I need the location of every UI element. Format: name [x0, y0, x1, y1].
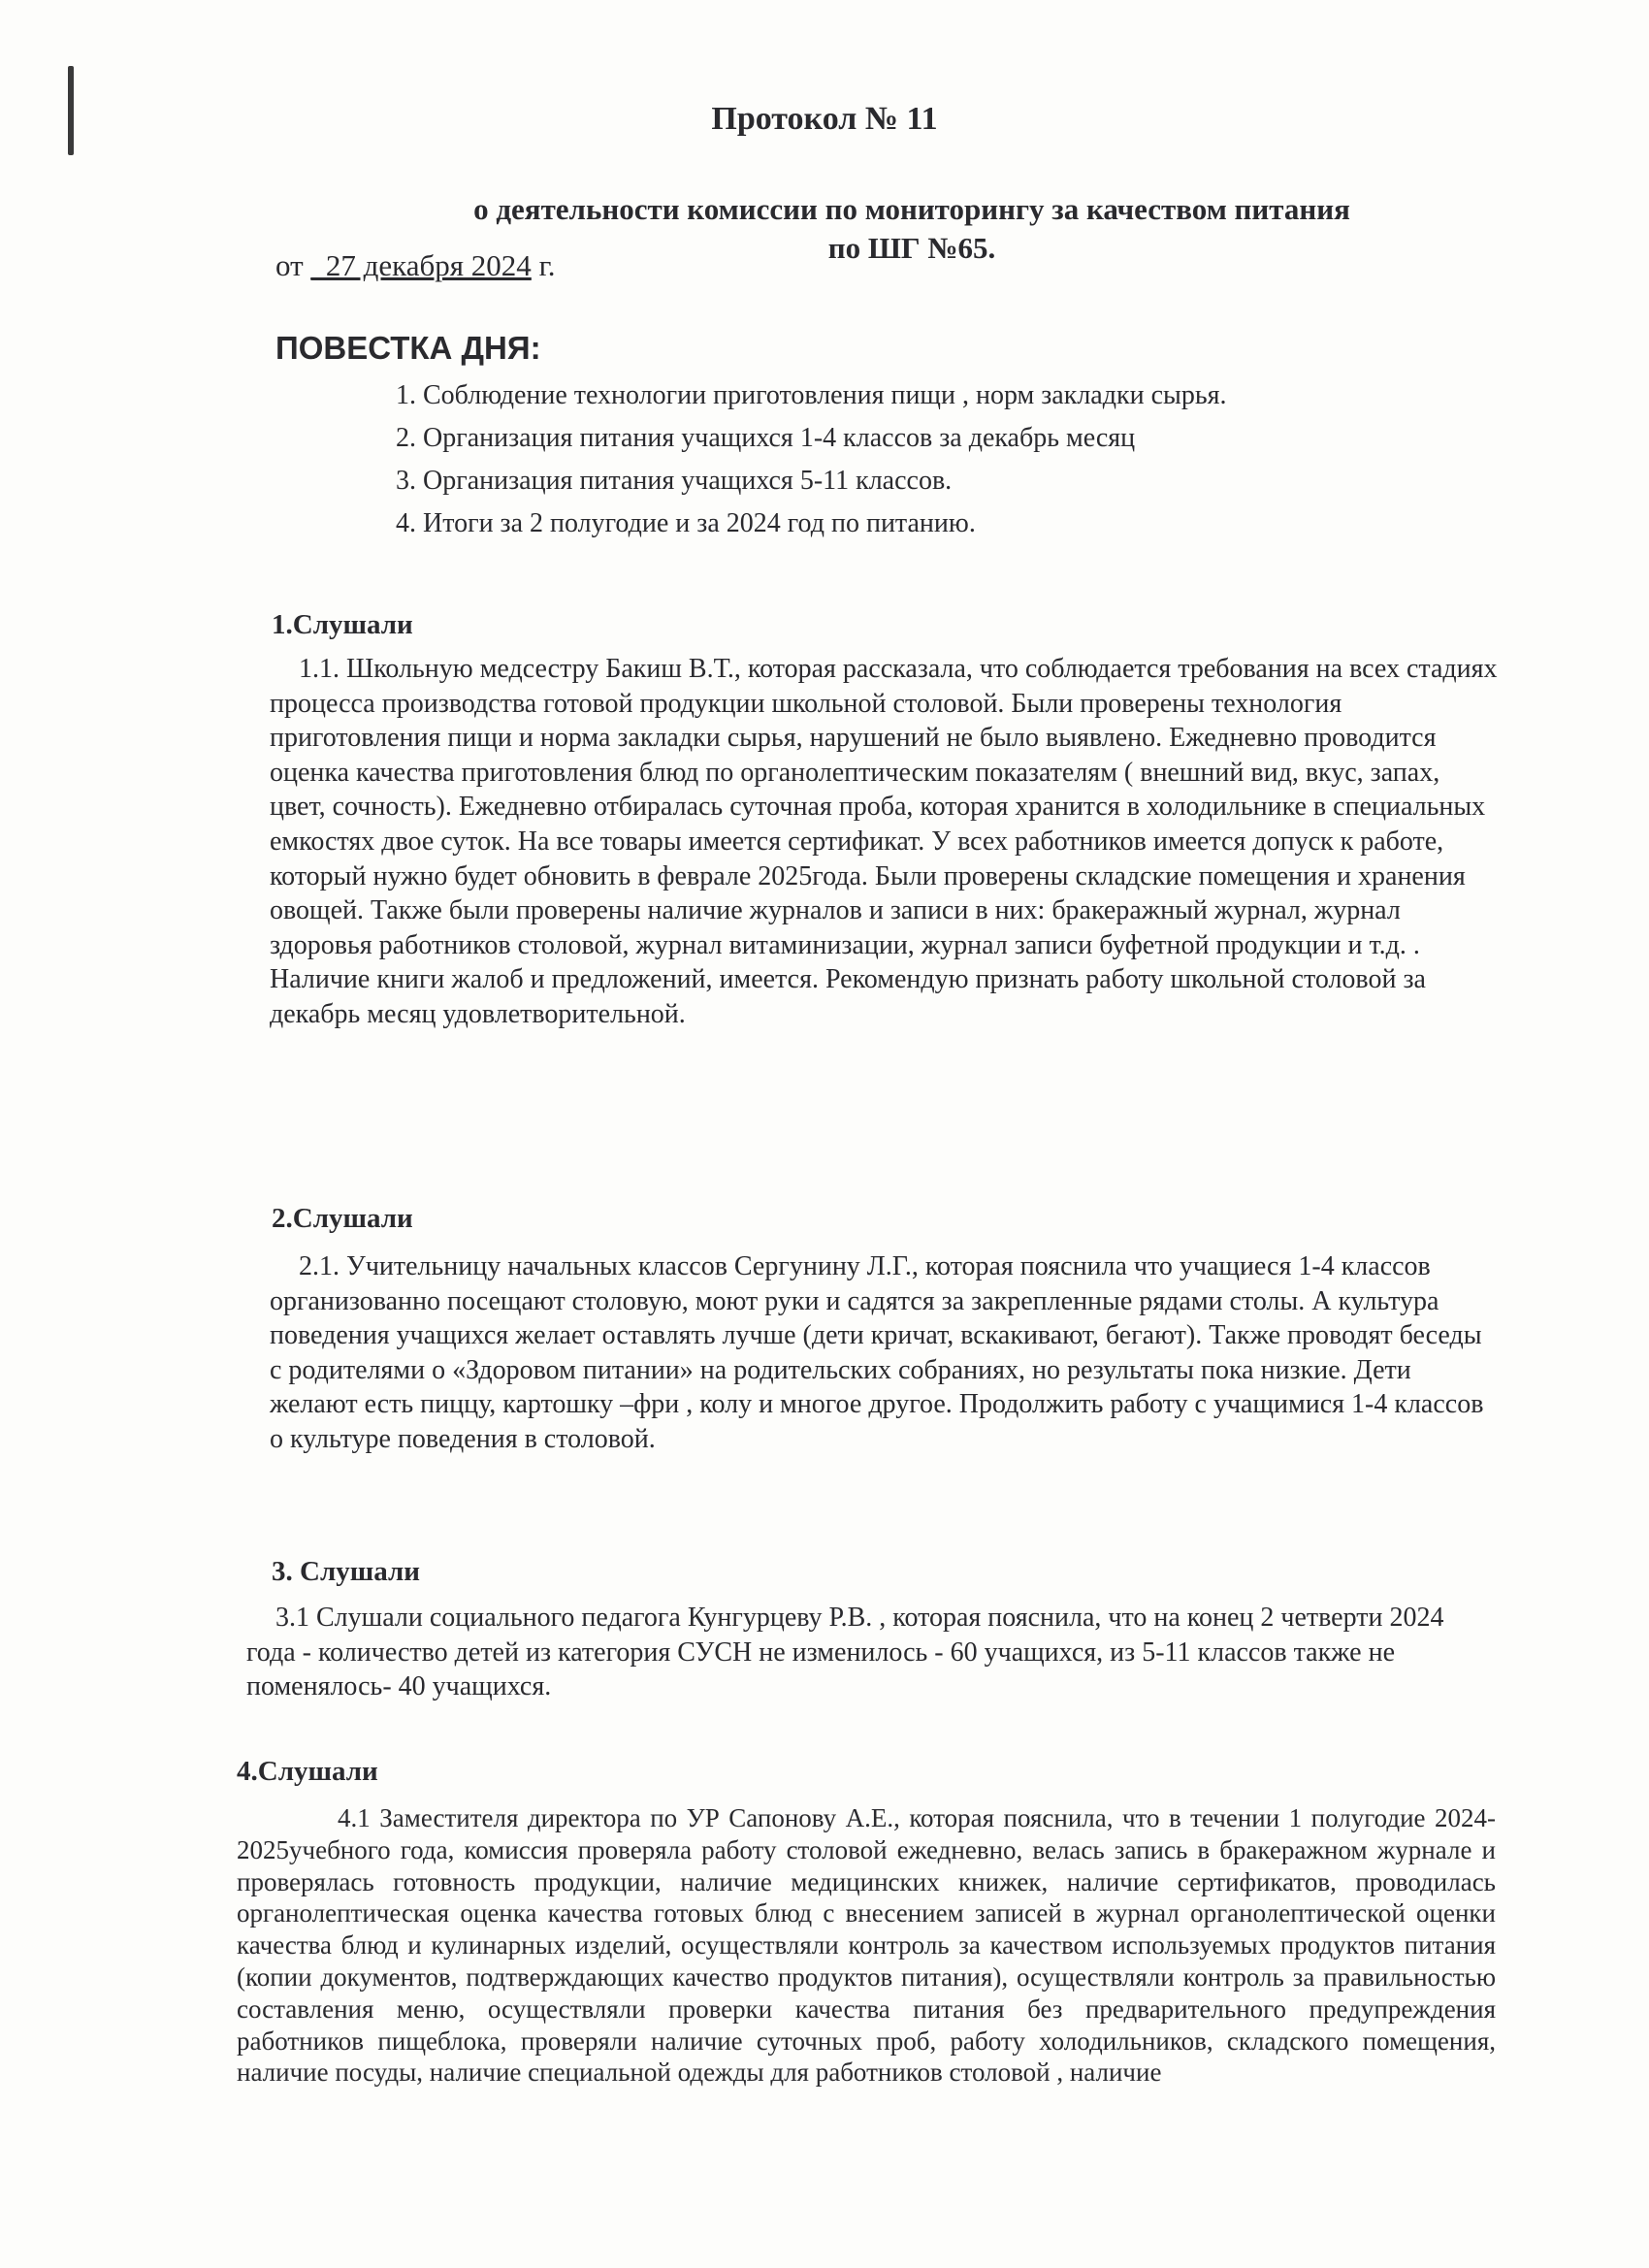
section-2-body	[270, 1249, 1500, 1457]
protocol-date	[275, 248, 556, 283]
section-3-body	[246, 1601, 1498, 1704]
section-2-heading: 2.Слушали	[272, 1203, 413, 1234]
section-1-body	[270, 652, 1500, 1032]
section-4-body	[237, 1802, 1496, 2089]
page-title: Протокол № 11	[711, 101, 938, 137]
section-4-heading: 4.Слушали	[237, 1756, 378, 1787]
agenda-item: 3. Организация питания учащихся 5-11 классов.	[396, 466, 953, 496]
subtitle-line-2: по ШГ №65.	[827, 231, 996, 265]
section-1-heading: 1.Слушали	[272, 609, 413, 640]
section-1-text: 1.1. Школьную медсестру Бакиш В.Т., которая рассказала, что соблюдается требования на всех стадиях процесса производства готовой продукции школьной столовой. Были проверены технология приготовления пищи и норма закладки сырья, нарушений не было выявлено. Ежедневно проводится оценка качества приготовления блюд по органолептическим показателям ( внешний вид, вкус, запах, цвет, сочность). Ежедневно отбиралась суточная проба, которая хранится в холодильнике в специальных емкостях двое суток. На все товары имеется сертификат. У всех работников имеется допуск к работе, который нужно будет обновить в феврале 2025года. Были проверены складские помещения и хранения овощей. Также были проверены наличие журналов и записи в них: бракеражный журнал, журнал здоровья работников столовой, журнал витаминизации, журнал записи буфетной продукции и т.д. . Наличие книги жалоб и предложений, имеется. Рекомендую признать работу школьной столовой за декабрь месяц удовлетворительной.	[270, 654, 1498, 1029]
section-3-text: 3.1 Слушали социального педагога Кунгурцеву Р.В. , которая пояснила, что на конец 2 четверти 2024 года - количество детей из категория СУСН не изменилось - 60 учащихся, из 5-11 классов также не поменялось- 40 учащихся.	[246, 1603, 1444, 1702]
date-prefix: от	[275, 248, 311, 282]
subtitle-line-1: о деятельности комиссии по мониторингу за качеством питания	[473, 192, 1350, 226]
section-2-text: 2.1. Учительницу начальных классов Сергунину Л.Г., которая пояснила что учащиеся 1-4 классов организованно посещают столовую, моют руки и садятся за закрепленные рядами столы. А культура поведения учащихся желает оставлять лучше (дети кричат, вскакивают, бегают). Также проводят беседы с родителями о «Здоровом питании» на родительских собраниях, но результаты пока низкие. Дети желают есть пиццу, картошку –фри , колу и многое другое. Продолжить работу с учащимися 1-4 классов о культуре поведения в столовой.	[270, 1251, 1484, 1454]
agenda-heading: ПОВЕСТКА ДНЯ:	[275, 330, 541, 366]
date-value: _27 декабря 2024	[310, 248, 532, 282]
agenda-item: 4. Итоги за 2 полугодие и за 2024 год по питанию.	[396, 508, 976, 538]
date-suffix: г.	[531, 248, 556, 282]
section-3-heading: 3. Слушали	[272, 1556, 420, 1587]
agenda-item: 2. Организация питания учащихся 1-4 классов за декабрь месяц	[396, 423, 1136, 453]
agenda-list	[396, 374, 1521, 545]
agenda-item: 1. Соблюдение технологии приготовления пищи , норм закладки сырья.	[396, 380, 1227, 410]
section-4-text: 4.1 Заместителя директора по УР Сапонову А.Е., которая пояснила, что в течении 1 полугодие 2024-2025учебного года, комиссия проверяла работу столовой ежедневно, велась запись в бракеражном журнале и проверялась готовность продукции, наличие медицинских книжек, наличие сертификатов, проводилась органолептическая оценка качества готовых блюд с внесением записей в журнал органолептической оценки качества блюд и кулинарных изделий, осуществляли контроль за качеством используемых продуктов питания (копии документов, подтверждающих качество продуктов питания), осуществляли контроль за правильностью составления меню, осуществляли проверки качества питания без предварительного предупреждения работников пищеблока, проверяли наличие суточных проб, работу холодильников, складского помещения, наличие посуды, наличие специальной одежды для работников столовой , наличие	[237, 1803, 1496, 2088]
